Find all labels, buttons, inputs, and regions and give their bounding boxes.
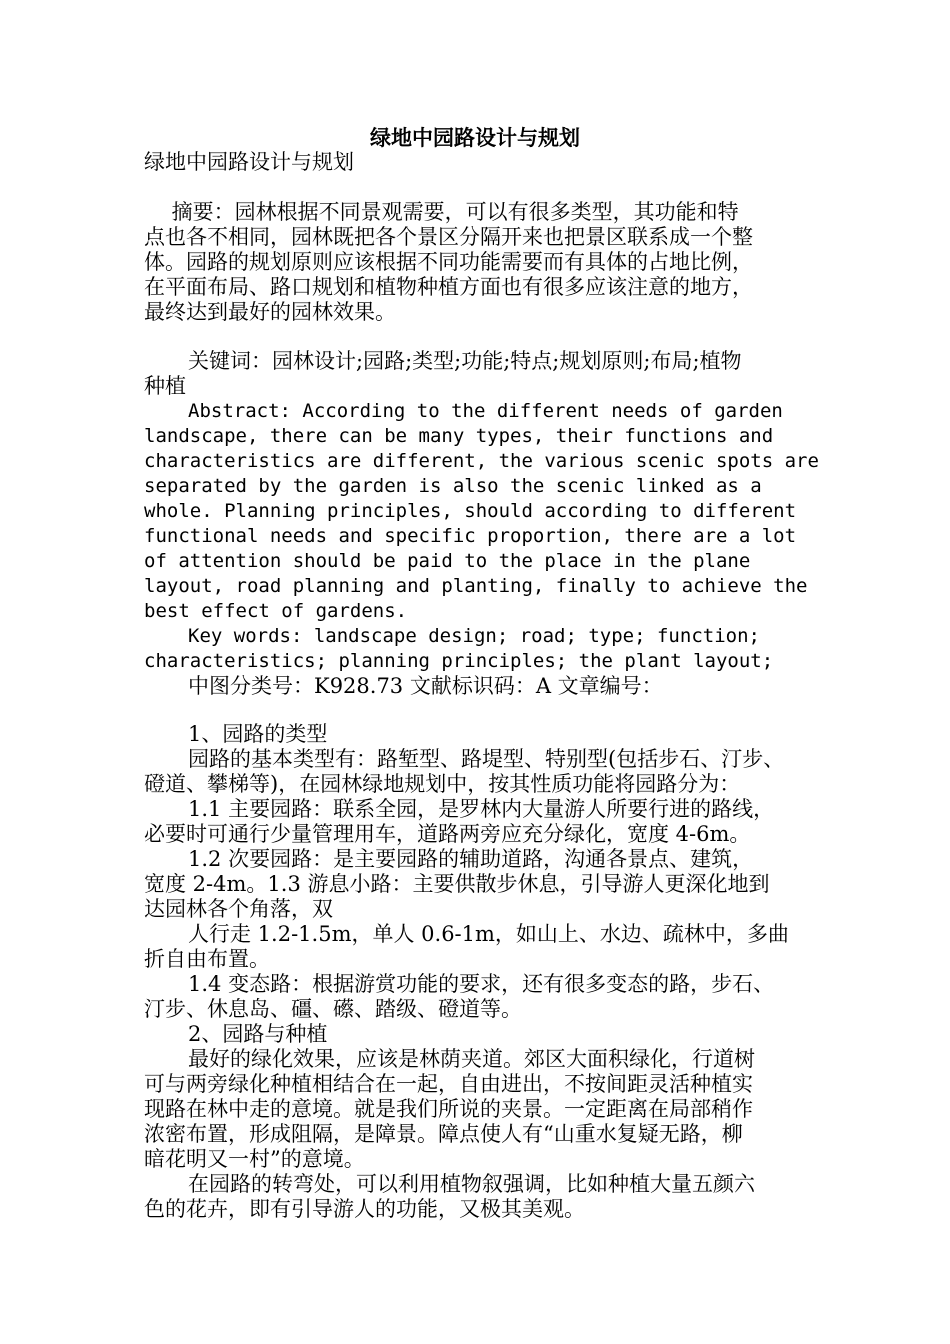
abstract-cn-line: 体。园路的规划原则应该根据不同功能需要而有具体的占地比例， xyxy=(144,250,753,274)
abstract-en-line: Abstract: According to the different needs of garden xyxy=(188,400,783,422)
section-heading: 2、园路与种植 xyxy=(188,1022,328,1046)
abstract-cn-line: 点也各不相同，园林既把各个景区分隔开来也把景区联系成一个整 xyxy=(144,225,753,249)
body-line: 最好的绿化效果，应该是林荫夹道。郊区大面积绿化，行道树 xyxy=(188,1047,755,1071)
body-line: 1.2 次要园路：是主要园路的辅助道路，沟通各景点、建筑， xyxy=(188,847,754,871)
body-line: 可与两旁绿化种植相结合在一起，自由进出，不按间距灵活种植实 xyxy=(144,1072,753,1096)
body-line: 色的花卉，即有引导游人的功能，又极其美观。 xyxy=(144,1197,585,1221)
document-title: 绿地中园路设计与规划 xyxy=(370,125,580,150)
body-line: 达园林各个角落，双 xyxy=(144,897,333,921)
keywords-en-line: characteristics; planning principles; the plant layout; xyxy=(144,650,774,672)
body-line: 必要时可通行少量管理用车，道路两旁应充分绿化，宽度 4-6m。 xyxy=(144,822,751,846)
body-line: 现路在林中走的意境。就是我们所说的夹景。一定距离在局部稍作 xyxy=(144,1097,753,1121)
keywords-cn-line: 种植 xyxy=(144,374,186,398)
classification-line: 中图分类号：K928.73 文献标识码：A 文章编号： xyxy=(188,674,663,698)
body-line: 园路的基本类型有：路堑型、路堤型、特别型(包括步石、汀步、 xyxy=(188,747,785,771)
body-line: 折自由布置。 xyxy=(144,947,270,971)
subtitle-line: 绿地中园路设计与规划 xyxy=(144,150,354,174)
section-heading: 1、园路的类型 xyxy=(188,722,328,746)
body-line: 暗花明又一村”的意境。 xyxy=(144,1147,365,1171)
body-line: 人行走 1.2-1.5m，单人 0.6-1m，如山上、水边、疏林中，多曲 xyxy=(188,922,789,946)
body-line: 在园路的转弯处，可以利用植物叙强调，比如种植大量五颜六 xyxy=(188,1172,755,1196)
abstract-cn-line: 在平面布局、路口规划和植物种植方面也有很多应该注意的地方， xyxy=(144,275,753,299)
body-line: 1.4 变态路：根据游赏功能的要求，还有很多变态的路，步石、 xyxy=(188,972,775,996)
abstract-en-line: whole. Planning principles, should according to different xyxy=(144,500,797,522)
keywords-en-line: Key words: landscape design; road; type; function; xyxy=(188,625,760,647)
abstract-en-line: of attention should be paid to the place in the plane xyxy=(144,550,751,572)
abstract-cn-line: 摘要：园林根据不同景观需要，可以有很多类型，其功能和特 xyxy=(144,200,739,224)
abstract-en-line: functional needs and specific proportion, there are a lot xyxy=(144,525,797,547)
abstract-en-line: landscape, there can be many types, their functions and xyxy=(144,425,774,447)
keywords-cn-line: 关键词：园林设计;园路;类型;功能;特点;规划原则;布局;植物 xyxy=(188,349,742,373)
body-line: 汀步、休息岛、礓、礤、踏级、磴道等。 xyxy=(144,997,522,1021)
abstract-cn-line: 最终达到最好的园林效果。 xyxy=(144,300,396,324)
body-line: 磴道、攀梯等)，在园林绿地规划中，按其性质功能将园路分为： xyxy=(144,772,741,796)
abstract-en-line: separated by the garden is also the scenic linked as a xyxy=(144,475,762,497)
body-line: 浓密布置，形成阻隔，是障景。障点使人有“山重水复疑无路，柳 xyxy=(144,1122,743,1146)
body-line: 1.1 主要园路：联系全园，是罗林内大量游人所要行进的路线， xyxy=(188,797,775,821)
abstract-en-line: characteristics are different, the various scenic spots are xyxy=(144,450,819,472)
abstract-en-line: layout, road planning and planting, finally to achieve the xyxy=(144,575,808,597)
abstract-en-line: best effect of gardens. xyxy=(144,600,408,622)
body-line: 宽度 2-4m。1.3 游息小路：主要供散步休息，引导游人更深化地到 xyxy=(144,872,770,896)
